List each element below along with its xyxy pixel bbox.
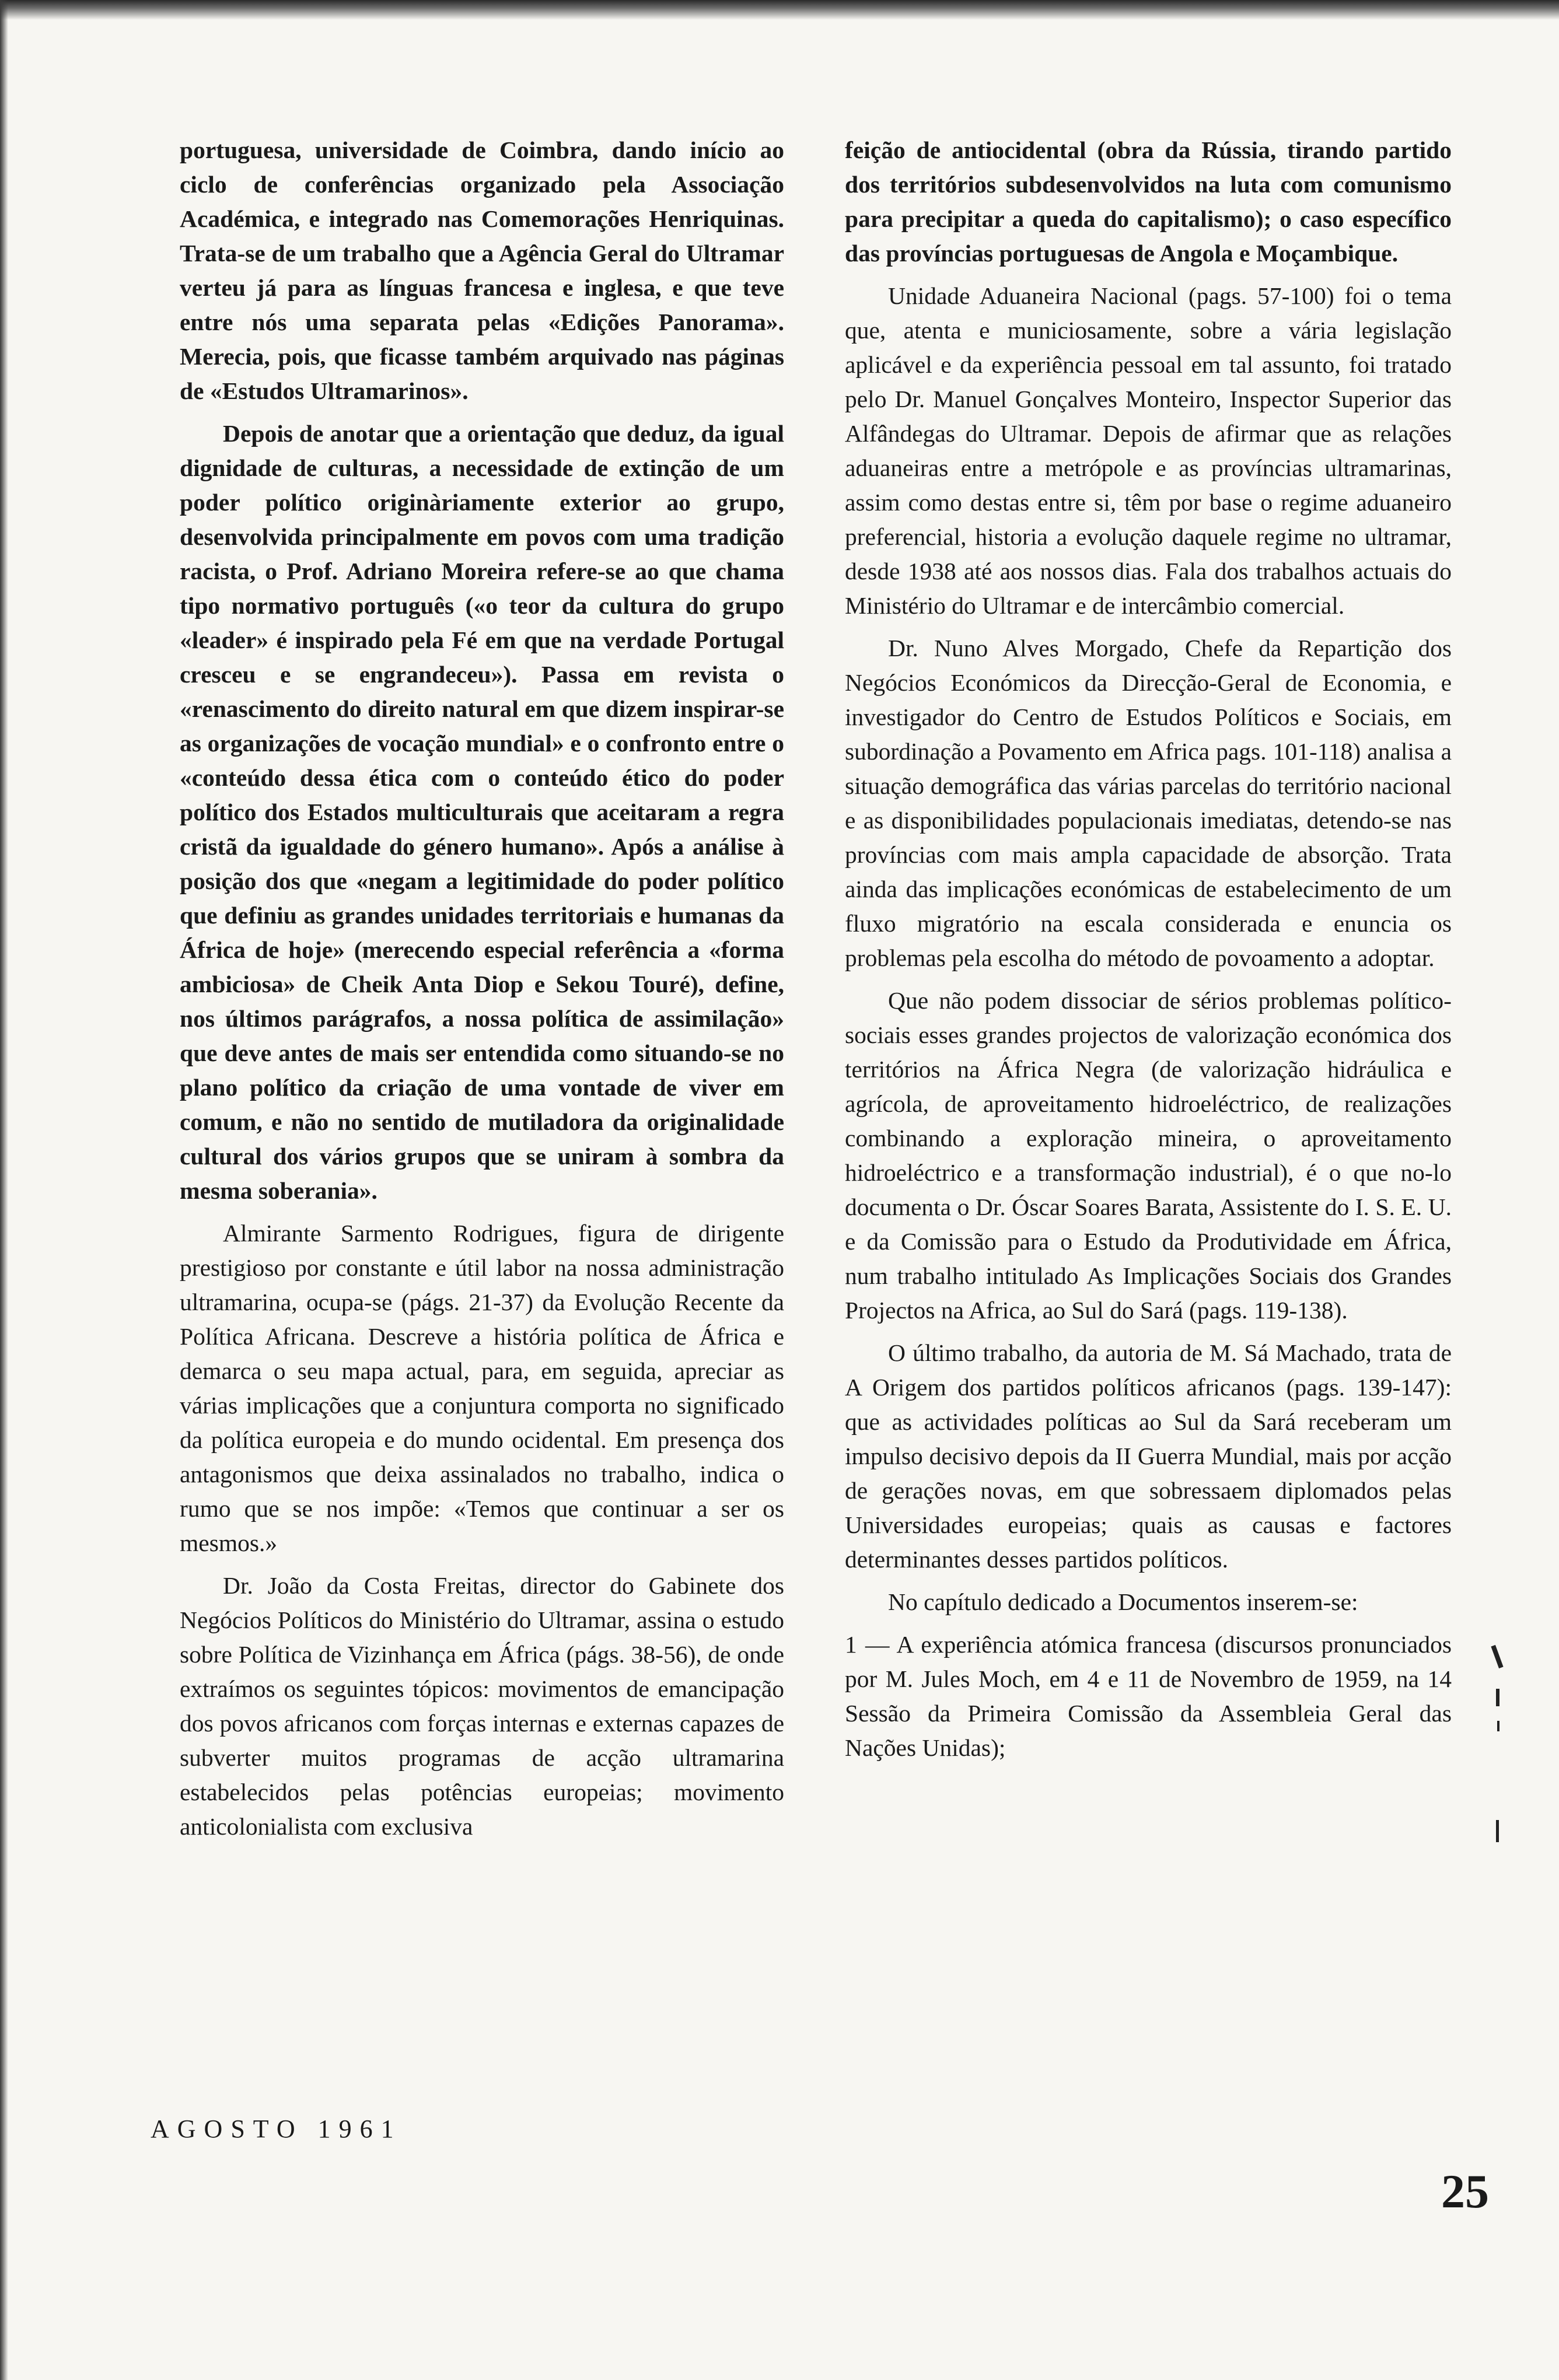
right-paragraph-5: O último trabalho, da autoria de M. Sá Machado, trata de A Origem dos partidos políticos africanos (pags. 139-147): que as actividades políticas ao Sul da Sará receberam um impulso decisivo depois da II Guerra Mundial, mais por acção de gerações novas, em que sobressaem diplomados pelas Universidades europeias; quais as causas e factores determinantes desses partidos políticos. — [845, 1339, 1452, 1573]
right-paragraph-7: 1 — A experiência atómica francesa (discursos pronunciados por M. Jules Moch, em 4 e 11 de Novembro de 1959, na 14 Sessão da Primeira Comissão da Assembleia Geral das Nações Unidas); — [845, 1631, 1452, 1761]
right-paragraph-3: Dr. Nuno Alves Morgado, Chefe da Repartição dos Negócios Económicos da Direcção-Geral de Economia, e investigador do Centro de Estudos Políticos e Sociais, em subordinação a Povamento em Africa pags. 101-118) analisa a situação demográfica das várias parcelas do território nacional e as disponibilidades populacionais imediatas, detendo-se nas províncias com mais ampla capacidade de absorção. Trata ainda das implicações económicas de estabelecimento de um fluxo migratório na escala considerada e enuncia os problemas pela escolha do método de povoamento a adoptar. — [845, 635, 1452, 971]
right-paragraph-1: feição de antiocidental (obra da Rússia, tirando partido dos territórios subdesenvolvidos na luta com comunismo para precipitar a queda do capitalismo); o caso específico das províncias portuguesas de Angola e Moçambique. — [845, 136, 1452, 267]
scan-left-edge — [0, 0, 8, 2380]
footer-date: AGOSTO 1961 — [151, 2115, 402, 2143]
right-paragraph-2: Unidade Aduaneira Nacional (pags. 57-100) foi o tema que, atenta e municiosamente, sobre a vária legislação aplicável e da experiência pessoal em tal assunto, foi tratado pelo Dr. Manuel Gonçalves Monteiro, Inspector Superior das Alfândegas do Ultramar. Depois de afirmar que as relações aduaneiras entre a metrópole e as províncias ultramarinas, assim como destas entre si, têm por base o regime aduaneiro preferencial, historia a evolução daquele regime no ultramar, desde 1938 até aos nossos dias. Fala dos trabalhos actuais do Ministério do Ultramar e de intercâmbio comercial. — [845, 282, 1452, 619]
right-column — [845, 133, 1452, 1773]
right-paragraph-4: Que não podem dissociar de sérios problemas político-sociais esses grandes projectos de valorização económica dos territórios na África Negra (de valorização hidráulica e agrícola, de aproveitamento hidroeléctrico, de realizações combinando a exploração mineira, o aproveitamento hidroeléctrico e a transformação industrial), é o que no-lo documenta o Dr. Óscar Soares Barata, Assistente do I. S. E. U. e da Comissão para o Estudo da Produtividade em África, num trabalho intitulado As Implicações Sociais dos Grandes Projectos na Africa, ao Sul do Sará (pags. 119-138). — [845, 987, 1452, 1324]
left-paragraph-1: portuguesa, universidade de Coimbra, dando início ao ciclo de conferências organizado pela Associação Académica, e integrado nas Comemorações Henriquinas. Trata-se de um trabalho que a Agência Geral do Ultramar verteu já para as línguas francesa e inglesa, e que teve entre nós uma separata pelas «Edições Panorama». Merecia, pois, que ficasse também arquivado nas páginas de «Estudos Ultramarinos». — [180, 136, 784, 404]
margin-ink-marks — [1488, 1633, 1511, 1878]
left-paragraph-2: Depois de anotar que a orientação que deduz, da igual dignidade de culturas, a necessidade de extinção de um poder político originàriamente exterior ao grupo, desenvolvida principalmente em povos com uma tradição racista, o Prof. Adriano Moreira refere-se ao que chama tipo normativo português («o teor da cultura do grupo «leader» é inspirado pela Fé em que na verdade Portugal cresceu e se engrandeceu»). Passa em revista o «renascimento do direito natural em que dizem inspirar-se as organizações de vocação mundial» e o confronto entre o «conteúdo dessa ética com o conteúdo ético do poder político dos Estados multiculturais que aceitaram a regra cristã da igualdade do género humano». Após a análise à posição dos que «negam a legitimidade do poder político que definiu as grandes unidades territoriais e humanas da África de hoje» (merecendo especial referência a «forma ambiciosa» de Cheik Anta Diop e Sekou Touré), define, nos últimos parágrafos, a nossa política de assimilação» que deve antes de mais ser entendida como situando-se no plano político da criação de uma vontade de viver em comum, e não no sentido de mutiladora da originalidade cultural dos vários grupos que se uniram à sombra da mesma soberania». — [180, 420, 784, 1204]
left-paragraph-3: Almirante Sarmento Rodrigues, figura de dirigente prestigioso por constante e útil labor na nossa administração ultramarina, ocupa-se (págs. 21-37) da Evolução Recente da Política Africana. Descreve a história política de África e demarca o seu mapa actual, para, em seguida, apreciar as várias implicações que a conjuntura comporta no significado da política europeia e do mundo ocidental. Em presença dos antagonismos que deixa assinalados no trabalho, indica o rumo que se nos impõe: «Temos que continuar a ser os mesmos.» — [180, 1220, 784, 1556]
scan-top-edge — [0, 0, 1559, 20]
right-paragraph-6: No capítulo dedicado a Documentos inserem-se: — [888, 1588, 1358, 1615]
left-column — [180, 133, 784, 1852]
left-paragraph-4: Dr. João da Costa Freitas, director do Gabinete dos Negócios Políticos do Ministério do Ultramar, assina o estudo sobre Política de Vizinhança em África (págs. 38-56), de onde extraímos os seguintes tópicos: movimentos de emancipação dos povos africanos com forças internas e externas capazes de subverter muitos programas de acção ultramarina estabelecidos pelas potências europeias; movimento anticolonialista com exclusiva — [180, 1572, 784, 1840]
page-number: 25 — [1441, 2165, 1489, 2218]
